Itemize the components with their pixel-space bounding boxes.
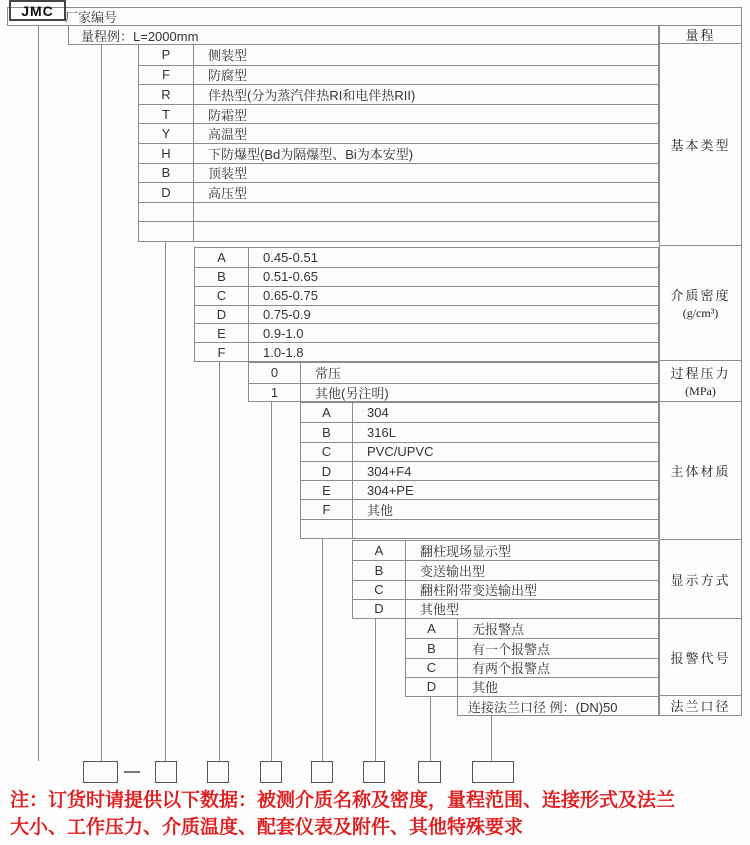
connector-line bbox=[322, 538, 323, 761]
row-code bbox=[301, 520, 353, 538]
connector-line bbox=[38, 25, 39, 761]
medium-density-table bbox=[194, 247, 659, 362]
connector-line bbox=[165, 241, 166, 761]
table-row bbox=[139, 45, 658, 65]
connector-line bbox=[430, 696, 431, 761]
row-desc: 0.9-1.0 bbox=[263, 325, 304, 341]
row-code: Y bbox=[139, 124, 194, 143]
order-note-line1: 注：订货时请提供以下数据：被测介质名称及密度，量程范围、连接形式及法兰 bbox=[10, 790, 676, 811]
row-code: D bbox=[195, 306, 249, 324]
row-code: 0 bbox=[249, 363, 301, 383]
row-desc: 304+PE bbox=[367, 482, 414, 498]
connector-line bbox=[271, 401, 272, 761]
model-code-box-display bbox=[363, 761, 385, 783]
row-desc: 1.0-1.8 bbox=[263, 344, 304, 360]
row-desc: 316L bbox=[367, 424, 396, 440]
row-desc: 防霜型 bbox=[208, 107, 248, 123]
row-code: E bbox=[195, 324, 249, 342]
side-label-basic-type: 基本类型 bbox=[660, 44, 741, 246]
side-label-alarm-code: 报警代号 bbox=[660, 619, 741, 696]
table-row bbox=[353, 599, 658, 618]
flange-size-table bbox=[457, 696, 659, 716]
table-row bbox=[301, 499, 658, 518]
table-row bbox=[406, 638, 658, 657]
row-desc: 0.51-0.65 bbox=[263, 269, 318, 285]
row-code: H bbox=[139, 144, 194, 163]
table-row bbox=[353, 560, 658, 579]
side-label-range: 量程 bbox=[660, 25, 741, 44]
model-code-box-range bbox=[83, 761, 118, 783]
row-code: B bbox=[353, 561, 406, 579]
connector-line bbox=[491, 715, 492, 761]
dash-separator bbox=[124, 771, 140, 773]
row-desc: 有两个报警点 bbox=[472, 661, 551, 677]
row-code: D bbox=[353, 600, 406, 618]
connector-line bbox=[101, 44, 102, 761]
row-code: D bbox=[406, 678, 458, 696]
row-code: T bbox=[139, 105, 194, 124]
model-prefix-box: JMC bbox=[9, 0, 66, 21]
row-code: C bbox=[406, 659, 458, 677]
table-row bbox=[139, 104, 658, 124]
table-row bbox=[458, 697, 658, 715]
row-desc: 304 bbox=[367, 405, 389, 421]
row-desc: 0.65-0.75 bbox=[263, 288, 318, 304]
table-row bbox=[139, 65, 658, 85]
table-row bbox=[406, 619, 658, 638]
row-code: E bbox=[301, 481, 353, 499]
row-desc: 防腐型 bbox=[208, 68, 248, 84]
model-code-box-basic-type bbox=[155, 761, 177, 783]
row-code: B bbox=[301, 423, 353, 441]
side-label-flange-size: 法兰口径 bbox=[670, 699, 731, 714]
table-row bbox=[195, 305, 658, 324]
row-desc: 其他型 bbox=[420, 602, 460, 618]
table-row bbox=[139, 182, 658, 202]
row-desc: 翻柱附带变送输出型 bbox=[420, 583, 538, 599]
table-row bbox=[301, 442, 658, 461]
row-code: D bbox=[301, 462, 353, 480]
table-row bbox=[353, 541, 658, 560]
row-desc: 连接法兰口径 例：(DN)50 bbox=[468, 699, 618, 715]
row-desc bbox=[194, 222, 658, 241]
table-row bbox=[249, 383, 658, 403]
row-desc: 高温型 bbox=[208, 127, 248, 143]
table-row bbox=[195, 248, 658, 267]
manufacturer-code-row bbox=[7, 7, 742, 26]
model-code-box-material bbox=[311, 761, 333, 783]
row-desc: 其他 bbox=[472, 680, 499, 696]
model-code-box-pressure bbox=[260, 761, 282, 783]
table-row-empty bbox=[139, 221, 658, 241]
order-note-line2: 大小、工作压力、介质温度、配套仪表及附件、其他特殊要求 bbox=[10, 817, 524, 838]
row-code: D bbox=[139, 183, 194, 202]
table-row bbox=[249, 363, 658, 383]
side-label-display-mode: 显示方式 bbox=[660, 540, 741, 619]
manufacturer-code-label: 厂家编号 bbox=[65, 10, 118, 25]
row-code: B bbox=[195, 268, 249, 286]
row-desc bbox=[353, 520, 658, 538]
side-label-process-pressure: 过程压力 (MPa) bbox=[660, 361, 741, 402]
table-row-empty bbox=[301, 519, 658, 538]
row-desc: 0.75-0.9 bbox=[263, 306, 311, 322]
row-code: A bbox=[353, 541, 406, 560]
row-code: A bbox=[406, 619, 458, 638]
row-code bbox=[139, 203, 194, 222]
table-row bbox=[301, 422, 658, 441]
table-row bbox=[195, 323, 658, 342]
row-desc: 其他 bbox=[367, 503, 394, 519]
row-desc: 304+F4 bbox=[367, 463, 412, 479]
model-code-box-density bbox=[207, 761, 229, 783]
row-code: P bbox=[139, 45, 194, 65]
row-code: F bbox=[301, 500, 353, 518]
range-example-label: 量程例：L=2000mm bbox=[81, 28, 199, 44]
table-row bbox=[301, 403, 658, 422]
table-row bbox=[301, 480, 658, 499]
row-code bbox=[139, 222, 194, 241]
row-desc: 高压型 bbox=[208, 185, 248, 201]
model-code-box-flange bbox=[472, 761, 514, 783]
row-code: C bbox=[301, 443, 353, 461]
row-desc: 顶装型 bbox=[208, 166, 248, 182]
order-note bbox=[10, 787, 746, 841]
table-row bbox=[139, 163, 658, 183]
connector-line bbox=[375, 618, 376, 761]
row-desc: 常压 bbox=[315, 366, 342, 382]
row-code: B bbox=[406, 639, 458, 657]
row-code: C bbox=[195, 287, 249, 305]
display-mode-table bbox=[352, 540, 659, 619]
range-example-row bbox=[68, 25, 659, 45]
table-row bbox=[406, 658, 658, 677]
side-label-body-material: 主体材质 bbox=[660, 402, 741, 540]
row-code: B bbox=[139, 164, 194, 183]
side-label-unit: (g/cm³) bbox=[682, 306, 719, 320]
connector-line bbox=[219, 361, 220, 761]
table-row bbox=[301, 461, 658, 480]
table-row bbox=[139, 123, 658, 143]
row-code: F bbox=[139, 66, 194, 85]
row-code: 1 bbox=[249, 384, 301, 403]
row-desc: 翻柱现场显示型 bbox=[420, 544, 512, 560]
table-row-empty bbox=[139, 202, 658, 222]
table-row bbox=[139, 84, 658, 104]
basic-type-table bbox=[138, 44, 659, 242]
model-code-box-alarm bbox=[418, 761, 441, 783]
table-row bbox=[195, 286, 658, 305]
alarm-code-table bbox=[405, 618, 659, 697]
row-code: C bbox=[353, 581, 406, 599]
row-code: F bbox=[195, 343, 249, 361]
row-desc bbox=[194, 203, 658, 222]
process-pressure-table bbox=[248, 362, 659, 402]
table-row bbox=[195, 267, 658, 286]
side-label-unit: (MPa) bbox=[685, 384, 716, 398]
row-desc: 0.45-0.51 bbox=[263, 249, 318, 265]
row-desc: 侧装型 bbox=[208, 48, 248, 64]
row-desc: 无报警点 bbox=[472, 622, 525, 638]
row-desc: 伴热型(分为蒸汽伴热RI和电伴热RII) bbox=[208, 87, 416, 103]
row-code: R bbox=[139, 85, 194, 104]
table-row bbox=[406, 677, 658, 696]
row-code: A bbox=[195, 248, 249, 267]
side-label-medium-density: 介质密度 (g/cm³) bbox=[660, 246, 741, 361]
table-row bbox=[353, 580, 658, 599]
row-desc: 变送输出型 bbox=[420, 563, 486, 579]
table-row bbox=[139, 143, 658, 163]
row-desc: 其他(另注明) bbox=[315, 386, 389, 402]
row-desc: PVC/UPVC bbox=[367, 444, 434, 460]
table-row bbox=[195, 342, 658, 361]
category-label-column bbox=[659, 25, 742, 716]
row-code: A bbox=[301, 403, 353, 422]
row-desc: 有一个报警点 bbox=[472, 641, 551, 657]
body-material-table bbox=[300, 402, 659, 539]
row-desc: 下防爆型(Bd为隔爆型、Bi为本安型) bbox=[208, 146, 414, 162]
